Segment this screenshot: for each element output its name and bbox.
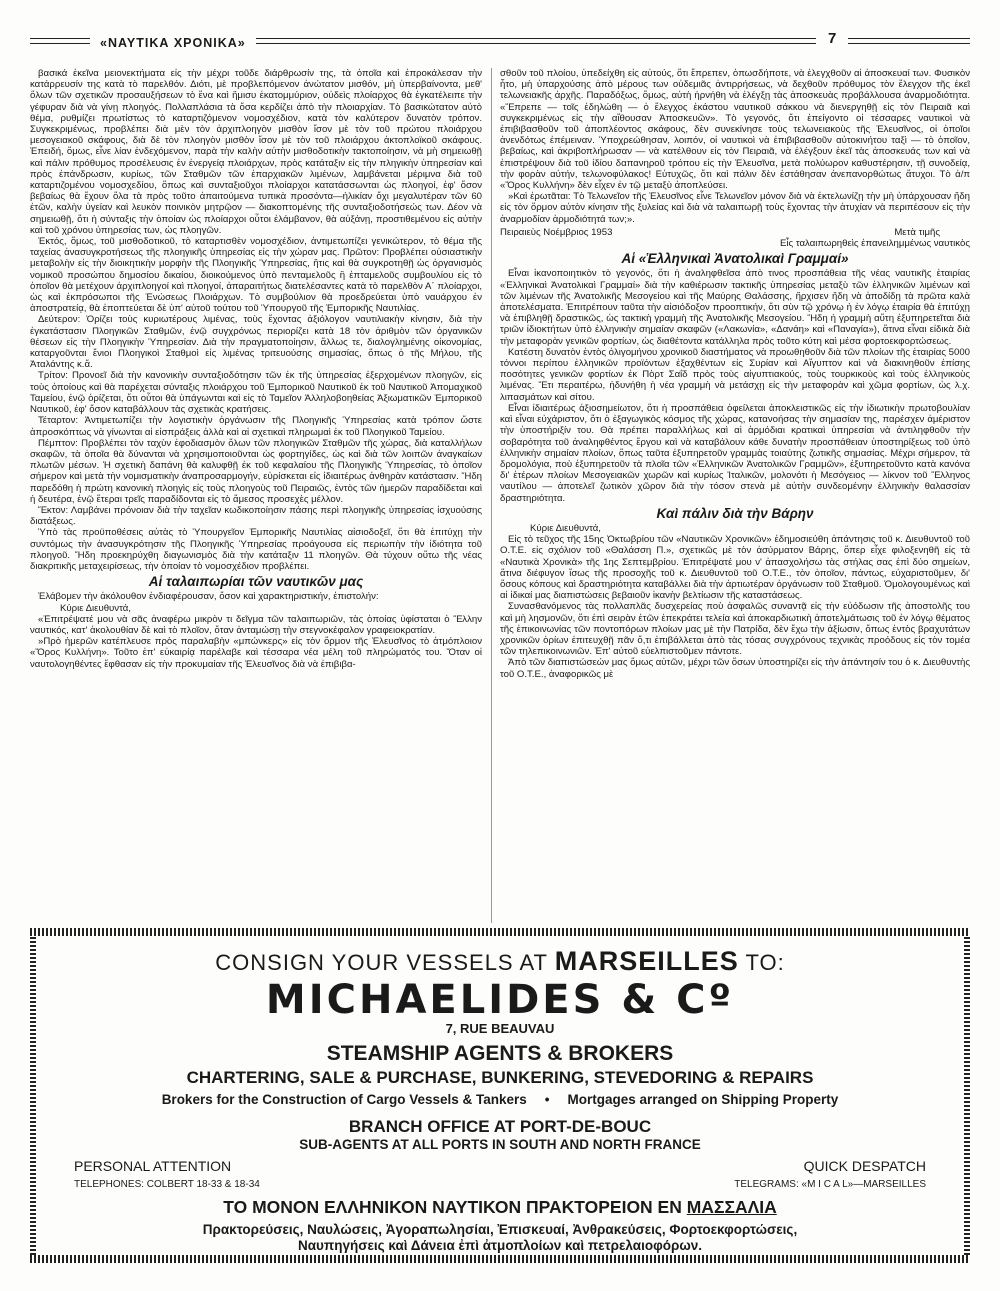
publication-title: «ΝΑΥΤΙΚΑ ΧΡΟΝΙΚΑ» [100, 36, 246, 50]
ad-greek-text: ΤΟ ΜΟΝΟΝ ΕΛΛΗΝΙΚΟΝ ΝΑΥΤΙΚΟΝ ΠΡΑΚΤΟΡΕΙΟΝ ΕΝ [223, 1197, 687, 1217]
ad-despatch: QUICK DESPATCH [803, 1158, 926, 1174]
ad-address: 7, RUE BEAUVAU [445, 1021, 555, 1036]
salutation: Κύριε Διευθυντά, [60, 602, 131, 614]
ad-greek-services-2: Ναυπηγήσεις καὶ Δάνεια ἐπὶ ἀτμοπλοίων καὶ πετρελαιοφόρων. [297, 1238, 702, 1253]
letter-closing [500, 227, 970, 238]
paragraph: Πέμπτον: Προβλέπει τὸν ταχὺν ἐφοδιασμὸν ὅλων τῶν πλοηγικῶν Σταθμῶν τῆς χώρας, διὰ καταλλήλων σκαφῶν, τὰ ὁποῖα θὰ δύνανται νὰ χρησιμοποιοῦνται ὡς φορτηγίδες, ὡς καὶ διὰ τῶν λοιπῶν ἀναγκαίων πλωτῶν μέσων. Ἡ σχετικὴ δαπάνη θὰ καλυφθῇ ἐκ τοῦ κεφαλαίου τῆς Πλοηγικῆς Ὑπηρεσίας, τὸ ὁποῖον σήμερον καὶ μετὰ τὴν νομισματικὴν ἀναπροσαρμογήν, εὑρίσκεται εἰς ἱδιαιτέρως ἀνθηρὰν κατάστασιν. Ἤδη παρεδόθη ἡ πρώτη κανονικὴ πλοηγὶς εἰς τοὺς πλοηγοὺς τοῦ Πειραιῶς, ἐντὸς τῶν ἡμερῶν παραδίδεται καὶ ἡ δευτέρα, ἐνῷ ἕτεραι τρεῖς παραδίδονται εἰς τὸ ἄμεσος προσεχὲς μέλλον. [30, 437, 482, 505]
ad-attention-block [74, 1158, 260, 1190]
page-number: 7 [828, 30, 837, 47]
ad-services-2 [44, 1092, 956, 1107]
paragraph: Ἐλάβομεν τὴν ἀκόλουθον ἐνδιαφέρουσαν, ὅσον καὶ χαρακτηριστικήν, ἐπιστολήν: [38, 591, 379, 603]
ad-greek-city: ΜΑΣΣΑΛΙΑ [686, 1197, 777, 1217]
ad-brokers-text: Brokers for the Construction of Cargo Vessels & Tankers [161, 1092, 527, 1107]
paragraph: σθοῦν τοῦ πλοίου, ὑπεδείχθη εἰς αὐτούς, ὅτι ἔπρεπεν, ὁπωσδήποτε, νὰ ἐλεγχθοῦν αἱ ἀποσκευαί των. Φυσικὸν ἦτο, μὴ ὑπαρχούσης ἀπὸ μέρους των οὐδεμιᾶς ἀντιρρήσεως, νὰ δεχθοῦν πρόθυμος τὸν ἔλεγχον τῆς ἐκεῖ τελωνειακῆς ἀρχῆς. Παραδόξως, ὅμως, αὐτὴ ἠρνήθη νὰ ἐλέγξῃ τὰς ἀποσκευὰς προβάλλουσα ἀναρμοδιότητα. «Ἔπρεπε — τοῖς ἐδηλώθη — ὁ ἔλεγχος ἑκάστου ναυτικοῦ σάκκου νὰ διενεργηθῇ εἰς τὸν Πειραιᾶ καὶ συγκεκριμένως εἰς τὴν αἴθουσαν Ἀποσκευῶν». Τὸ γεγονός, ὅτι ἐπείγοντο οἱ τέσσαρες ναυτικοὶ νὰ ἐπιβιβασθοῦν τοῦ ἀποπλέοντος σκάφους, δὲν συνεκίνησε τοὺς τελωνειακοὺς τῆς Ἐλευσῖνος, οἱ ὁποῖοι ἀνενδότως ἐπέμειναν. Ὑποχρεώθησαν, λοιπόν, οἱ ναυτικοὶ νὰ ἐπιβιβασθοῦν αὐτοκινήτου ταξὶ — τὸ ὁποῖον, βεβαίως, καὶ ἀκριβοπλήρωσαν — νὰ κατέλθουν εἰς τὸν Πειραιᾶ, νὰ ἐλέγξουν ἐκεῖ τὰς ἀποσκευάς των καὶ νὰ ἐπιστρέψουν διὰ τοῦ ἰδίου δαπανηροῦ τρόπου εἰς τὴν Ἐλευσῖνα, μετὰ πολύωρον καθυστέρησιν, τῇ συνοδείᾳ, τὴν φορὰν αὐτήν, τελωνοφύλακος! Εὐτυχῶς, ὅτι καὶ πάλιν δὲν ἐστάθησαν ἀνεπανορθώτως ἄτυχοι. Τὸ ἀ/π «Ὄρος Κυλλήνη» δὲν εἶχεν ἐν τῷ μεταξὺ ἀποπλεύσει. [500, 68, 970, 192]
paragraph: Ἕκτον: Λαμβάνει πρόνοιαν διὰ τὴν ταχεῖαν κωδικοποίησιν πάσης περὶ πλοηγικῆς ὑπηρεσίας ἰσχυούσης διατάξεως. [30, 504, 482, 528]
right-column [500, 68, 970, 923]
header-rule-left-top [30, 38, 90, 39]
left-column [30, 68, 482, 923]
paragraph: »Πρὸ ἡμερῶν κατέπλευσε πρὸς παραλαβὴν «μπώνκερς» εἰς τὸν ὅρμον τῆς Ἐλευσῖνος τὸ ἀτμόπλοιον «Ὄρος Κυλλήνη». Τοῦτο ἐπ' εὐκαιρίᾳ παρέλαβε καὶ τέσσαρα νέα μέλη τοῦ πληρώματός του. Ὅταν οἱ ναυτολογηθέντες ἔφθασαν εἰς τὴν προκυμαίαν τῆς Ἐλευσῖνος διὰ νὰ ἐπιβιβα- [30, 636, 482, 670]
paragraph: Συνασθανόμενος τὰς πολλαπλᾶς δυσχερείας ποὺ ἀσφαλῶς συναντᾷ εἰς τὴν εὐόδωσιν τῆς ἀποστολῆς του καὶ μὴ λησμονῶν, ὅτι ἐπὶ σειρὰν ἐτῶν ἐπεκράτει τελεία καὶ ἀποκαρδιωτικὴ ἀποτελμάτωσις τοῦ ἐν λόγῳ θέματος τῆς ἐπικοινωνίας τῶν ποντοπόρων πλοίων μας μὲ τὴν Πατρίδα, δὲν ἔχω τὴν ἀξίωσιν, ὅπως ἐντὸς βραχυτάτων χρονικῶν ὁρίων ἐπιτευχθῇ πᾶν ὅ,τι ἐπιβάλλεται ἀπὸ τὰς τόσας συγχρόνους τεχνικὰς προόδους εἰς τὸν τομέα τῶν τηλεπικοινωνιῶν. Ἐπ' αὐτοῦ εὐελπιστοῦμεν πάντοτε. [500, 601, 970, 658]
header-rule-mid-top [256, 38, 816, 39]
advertisement-box [30, 928, 970, 1263]
ad-border-top [30, 928, 970, 936]
ad-to-text: TO: [745, 950, 785, 975]
column-divider [491, 68, 492, 923]
header-rule-right-bottom [848, 43, 970, 44]
ad-mortgages-text: Mortgages arranged on Shipping Property [567, 1092, 839, 1107]
ad-greek-line [44, 1197, 956, 1218]
header-rule-left-bottom [30, 43, 90, 44]
ad-branch: BRANCH OFFICE AT PORT-DE-BOUC [348, 1117, 652, 1136]
paragraph: βασικά ἐκεῖνα μειονεκτήματα εἰς τὴν μέχρι τοῦδε διάρθρωσίν της, τὰ ὁποῖα καὶ ἐπροκάλεσαν τὴν κατάρρευσίν της κατὰ τὸ παρελθόν. Διότι, μὲ προβλεπόμενον ἀνώτατον μισθόν, μὴ ὑπερβαίνοντα, μεθ' ὅλων τῶν σχετικῶν προσαυξήσεων τὸ ἕνα καὶ ἥμισυ ἑκατομμύριον, οὐδεὶς πλοίαρχος θὰ ἐγκατέλειπε τὴν γέφυραν διὰ νὰ γίνῃ πλοηγός. Πολλαπλάσια τὰ ὅσα κερδίζει ἀπὸ τὴν πλοιαρχίαν. Τὸ βασικώτατον αὐτὸ θέμα, ρυθμίζει πρωτίστως τὸ καταρτιζόμενον νομοσχέδιον, κατὰ τὸν καλύτερον δυνατὸν τρόπον. Συγκεκριμένως, προβλέπει διὰ μὲν τὸν ἀρχιπλοηγὸν μισθὸν ἴσον μὲ τὸν τοῦ πρώτου πλοιάρχου μεσογειακοῦ σκάφους, διὰ δὲ τὸν πλοηγὸν μισθὸν ἴσον μὲ τὸν τοῦ πλοιάρχου ἀκτοπλοϊκοῦ σκάφους. Ἐπειδή, ὅμως, εἶνε λίαν ἐνδεχόμενον, παρὰ τὴν καλὴν αὐτὴν μισθοδοτικὴν τακτοποίησιν, νὰ μὴ σημειωθῇ καὶ πάλιν πρόθυμος προσέλευσις ἐν ἐνεργείᾳ πλοιάρχων, πρὸς κατάταξιν εἰς τὴν πληγικὴν ὑπηρεσίαν καὶ πρὸς ἐπάνδρωσιν, κυρίως, τῶν Σταθμῶν τῶν ἐπαρχιακῶν λιμένων, λαμβάνεται μέριμνα διὰ τοῦ καταρτιζομένου νομοσχεδίου, ὅπως καὶ συνταξιοῦχοι πλοίαρχοι κατατάσσωνται ὡς πλοηγοί, ἐφ' ὅσον βεβαίως θὰ ἔχουν ὅλα τὰ πρὸς τοῦτο ἀπαιτούμενα τυπικὰ προσόντα—ἡλικίαν ὄχι μεγαλυτέραν τῶν 60 ἐτῶν, καλὴν ὑγείαν καὶ λευκὸν ποινικὸν μητρῷον — διακοπτομένης τῆς συνταξιοδοτήσεώς των. Δέον νὰ σημειωθῇ, ὅτι ἡ σύνταξις τὴν ὁποίαν ὡς πλοίαρχοι οὗτοι ἐλάμβανον, θὰ αὐξάνῃ, προστιθεμένου εἰς αὐτὴν καὶ τοῦ χρόνου ὑπηρεσίας των, ὡς πλοηγῶν. [30, 68, 482, 236]
ad-services: CHARTERING, SALE & PURCHASE, BUNKERING, STEVEDORING & REPAIRS [186, 1068, 814, 1087]
article-heading: Καὶ πάλιν διὰ τὴν Βάρην [656, 505, 814, 521]
article-heading: Αἱ ταλαιπωρίαι τῶν ναυτικῶν μας [148, 574, 364, 590]
paragraph: Εἰς τὸ τεῦχος τῆς 15ης Ὀκτωβρίου τῶν «Ναυτικῶν Χρονικῶν» ἐδημοσιεύθη ἀπάντησις τοῦ κ. Διευθυντοῦ τοῦ Ο.Τ.Ε. εἰς σχόλιον τοῦ «Θαλάσση Π.», σχετικῶς μὲ τὸν ἀσύρματον Βάρης, ὅπερ εἶχε φιλοξενηθῆ εἰς τὰ «Ναυτικὰ Χρονικὰ» τῆς 1ης Σεπτεμβρίου. Ἐπιτρέψατέ μου ν' ἀπασχολήσω τὰς στήλας σας ἐπὶ δύο σημείων, ἅτινα διέφυγον ἴσως τῆς προσοχῆς τοῦ κ. Διευθυντοῦ τοῦ Ο.Τ.Ε., τὸν ὁποῖον, πάντως, εὐχαριστοῦμεν, δι' ὅσους κόπους καὶ δραστηριότητα καταβάλλει διὰ τὴν ἀρτιωτέραν ὀργάνωσιν τοῦ Σταθμοῦ. Ὁμολογουμένως καὶ αἱ ἰδικαί μας διαπιστώσεις βεβαιοῦν ἱκανὴν βελτίωσιν τῆς καταστάσεως. [500, 534, 970, 602]
ad-telegrams: TELEGRAMS: «M I C A L»—MARSEILLES [734, 1179, 926, 1190]
header-rule-right-top [848, 38, 970, 39]
ad-attention: PERSONAL ATTENTION [74, 1158, 232, 1174]
ad-despatch-block [734, 1158, 926, 1190]
header-rule-mid-bottom [256, 43, 816, 44]
ad-company-name: MICHAELIDES & Cº [265, 977, 735, 1023]
paragraph: Τρίτον: Προνοεῖ διὰ τὴν κανονικὴν συνταξιοδότησιν τῶν ἐκ τῆς ὑπηρεσίας ἐξερχομένων πλοηγῶν, εἰς τοὺς ὁποίους καὶ θὰ παρέχεται σύνταξις πλοιάρχου τοῦ Ἐμπορικοῦ Ναυτικοῦ ἐκ τοῦ Ναυτικοῦ Ἀπομαχικοῦ Ταμείου, ἐνῷ ὁρίζεται, ὅτι οὗτοι θὰ ὑπάγωνται καὶ εἰς τὸ Ταμεῖον Ἀλληλοβοηθείας Ἀξιωματικῶν Ἐμπορικοῦ Ναυτικοῦ, ἐφ' ὅσον καταβάλλουν τὰς σχετικὰς κρατήσεις. [30, 370, 482, 416]
regards: Μετὰ τιμῆς [894, 226, 940, 238]
paragraph: Τέταρτον: Ἀντιμετωπίζει τὴν λογιστικὴν ὀργάνωσιν τῆς Πλοηγικῆς Ὑπηρεσίας κατὰ τρόπον ὥστε ἀπροσκόπτως νὰ γίνωνται αἱ εἰσπράξεις ἀλλὰ καὶ αἱ σχετικαὶ πληρωμαὶ ἐκ τοῦ Πλοηγικοῦ Ταμείου. [30, 415, 482, 438]
ad-greek-services [44, 1222, 956, 1254]
paragraph: Ὑπὸ τὰς προϋποθέσεις αὐτὰς τὸ Ὑπουργεῖον Ἐμπορικῆς Ναυτιλίας αἰσιοδοξεῖ, ὅτι θὰ ἐπιτύχῃ τὴν συντόμως τὴν ἀνασυγκρότησιν τῆς Πλοηγικῆς Ὑπηρεσίας προάγουσα εἰς περιωπὴν τὴν ἰδιότητα τοῦ πλοηγοῦ. Ἤδη προεκηρύχθη διαγωνισμὸς διὰ τὴν κατάταξιν 11 πλοηγῶν. Θὰ τύχουν οὕτω τῆς νέας διακριτικῆς μεταχειρίσεως, τὴν ὁποίαν τὸ νομοσχέδιον προβλέπει. [30, 527, 482, 572]
paragraph: Ἐκτός, ὅμως, τοῦ μισθοδοτικοῦ, τὸ καταρτισθὲν νομοσχέδιον, ἀντιμετωπίζει γενικώτερον, τὸ θέμα τῆς ταχείας ἀνασυγκροτήσεως τῆς πλοηγικῆς ὑπηρεσίας εἰς τὴν χώραν μας. Πρῶτον: Προβλέπει οὐσιαστικὴν μεταβολὴν εἰς τὴν διοικητικὴν μορφὴν τῆς Πλοηγικῆς Ὑπηρεσίας, ἥτις καὶ θὰ συγκροτηθῇ ὡς ὀργανισμὸς νομικοῦ προσώπου δημοσίου δικαίου, διοικούμενος ὑπὸ πενταμελοῦς ἢ ἑπταμελοῦς συμβουλίου εἰς τὸ ὁποῖον θὰ μετέχουν ἀρχιπλοηγοί καὶ πλοηγοί, ἀπαραιτήτως διατελέσαντες κατὰ τὸ παρελθὸν Α΄ πλοίαρχοι, ὡς καὶ ἐκπρόσωποι τῆς Ἑνώσεως Πλοιάρχων. Τὸ συμβούλιον θὰ προεδρεύεται ὑπὸ ναυάρχου ἐν ἀποστρατείᾳ, θὰ ἐποπτεύεται δὲ ὑπ' αὐτοῦ τούτου τοῦ Ὑπουργοῦ τῆς Ἐμπορικῆς Ναυτιλίας. [30, 236, 482, 315]
ad-content [44, 940, 956, 1251]
ad-city: MARSEILLES [554, 946, 739, 976]
ad-consign-line [44, 946, 956, 977]
ad-border-right [964, 936, 970, 1255]
place-date: Πειραιεὺς Νοέμβριος 1953 [500, 226, 613, 238]
paragraph: Εἶναι ἱκανοποιητικὸν τὸ γεγονός, ὅτι ἡ ἀναληφθεῖσα ἀπὸ τινος προσπάθεια τῆς νέας ναυτικῆς ἑταιρίας «Ἑλληνικαὶ Ἀνατολικαὶ Γραμμαί» διὰ τὴν καθιέρωσιν τακτικῆς ὑπηρεσίας μεταξὺ τῶν ἑλληνικῶν λιμένων καὶ τῶν λιμένων τῆς Ἀνατολικῆς Μεσογείου καὶ τῆς Μαύρης Θαλάσσης, ἤρχισεν ἤδη νὰ ἀποδίδῃ τὰ πρῶτα καλὰ ἀποτελέσματα. Ἐπιτρέπουν ταῦτα τὴν αἰσιόδοξον προοπτικήν, ὅτι σὺν τῷ χρόνῳ ἡ ἐν λόγῳ ἑταιρία θὰ ἐπιτύχῃ νὰ ἐπιβληθῇ δραστικῶς, ὡς τακτικὴ γραμμὴ τῆς Ἀνατολικῆς Μεσογείου. Ἤδη ἡ γραμμὴ αὕτη ἐξυπηρετεῖται διὰ τριῶν ἰδιοκτήτων ὑπὸ ἑλληνικὴν σημαίαν σκαφῶν («Λακωνία», «Δανάη» καὶ «Παναγία»), ἅτινα εἶναι εἰδικὰ διὰ τὴν μεταφορὰν γενικῶν φορτίων, ὡς διαθέτοντα κατάλληλα πρὸς τοῦτο κύτη καὶ μέσα φορτοεκφορτώσεως. [500, 268, 970, 347]
paragraph: «Ἐπιτρέψατέ μου νὰ σᾶς ἀναφέρω μικρὸν τι δεῖγμα τῶν ταλαιπωριῶν, τὰς ὁποίας ὑφίσταται ὁ Ἕλλην ναυτικός, κατ' ἀκολουθίαν δὲ καὶ τὸ πλοῖον, ὅταν ἀνταμώσῃ τὴν στεγνοκέφαλον γραφειοκρατίαν. [30, 613, 482, 636]
paragraph: Εἶναι ἰδιαιτέρως ἀξιοσημείωτον, ὅτι ἡ προσπάθεια ὀφείλεται ἀποκλειστικῶς εἰς τὴν ἰδιωτικὴν πρωτοβουλίαν καὶ εἶναι εὐχάριστον, ὅτι ὁ ἐξαγωγικὸς κόσμος τῆς χώρας, κατανοήσας τὴν σημασίαν της, παρέσχεν ἀμέριστον τὴν ὑποστήριξίν του. Θὰ πρέπει παραλλήλως καὶ αἱ ἁρμόδιαι κρατικαὶ ὑπηρεσίαι νὰ ἀντιληφθοῦν τὴν σοβαρότητα τοῦ ἀναληφθέντος ἔργου καὶ νὰ καταβάλουν κάθε δυνατὴν προσπάθειαν ὑποστηρίξεως τοῦ ὑπὸ ἑλληνικὴν σημαίαν πλοίων, ὅπως ταῦτα ἐξυπηρετοῦν γραμμὰς τοιαύτης ζωτικῆς σημασίας. Μέχρι σήμερον, τὰ δρομολόγια, ποὺ ἐξυπηρετοῦν τὰ πλοῖα τῶν «Ἑλληνικῶν Ἀνατολικῶν Γραμμῶν», ἐξυπηρετοῦντο κατὰ κανόνα δι' ἑτέρων πλοίων Μεσογειακῶν χωρῶν καὶ κυρίως Ἰταλικῶν, μολονότι ἡ Μεσόγειος — λίκνον τοῦ Ἕλληνος ναυτίλου — ἀποτελεῖ ζωτικὸν χῶρον διὰ τὴν τόσον στενὰ μὲ αὐτὴν συνδεομένην ἑλληνικὴν θαλασσίαν δραστηριότητα. [500, 402, 970, 504]
paragraph: Κατέστη δυνατὸν ἐντὸς ὀλιγομήνου χρονικοῦ διαστήματος νὰ προωθηθοῦν διὰ τῶν πλοίων τῆς ἑταιρίας 5000 τόννοι περίπου ἑλληνικῶν προϊόντων ἐξαχθέντων εἰς Συρίαν καὶ Αἴγυπτον καὶ νὰ διακινηθοῦν ἐπίσης ποσότητες γενικῶν φορτίων ἐκ Πὸρτ Σαΐδ πρὸς τοὺς αἰγυπτιακούς, τοὺς τουρκικοὺς καὶ τοὺς ἑλληνικοὺς λιμένας. Ἔτι περαιτέρω, ἠδυνήθη ἡ νέα γραμμὴ νὰ μετάσχῃ εἰς τὴν μεταφορὰν καὶ χῶμα φορτίων, ὡς λ.χ. λιπασμάτων καὶ σίτου. [500, 346, 970, 403]
ad-border-bottom [30, 1255, 970, 1263]
paragraph: Ἀπὸ τῶν διαπιστώσεών μας ὅμως αὐτῶν, μέχρι τῶν ὅσων ὑποστηρίζει εἰς τὴν ἀπάντησίν του ὁ κ. Διευθυντὴς τοῦ Ο.Τ.Ε., ἀναφορικῶς μὲ [500, 657, 970, 680]
ad-role: STEAMSHIP AGENTS & BROKERS [326, 1042, 674, 1065]
ad-telephones: TELEPHONES: COLBERT 18-33 & 18-34 [74, 1179, 260, 1190]
ad-consign-text: CONSIGN YOUR VESSELS AT [215, 950, 548, 975]
salutation: Κύριε Διευθυντά, [530, 522, 601, 534]
ad-bullet: • [544, 1092, 550, 1107]
signature: Εἷς ταλαιπωρηθεὶς ἐπανειλημμένως ναυτικὸς [780, 238, 970, 250]
ad-greek-services-1: Πρακτορεύσεις, Ναυλώσεις, Ἀγοραπωλησίαι, Ἐπισκευαί, Ἀνθρακεύσεις, Φορτοεκφορτώσεις, [202, 1222, 798, 1237]
article-heading: Αἱ «Ἑλληνικαὶ Ἀνατολικαὶ Γραμμαί» [621, 251, 849, 267]
ad-subagents: SUB-AGENTS AT ALL PORTS IN SOUTH AND NORTH FRANCE [299, 1137, 701, 1152]
ad-border-left [30, 936, 36, 1255]
paragraph: »Καὶ ἐρωτᾶται: Τὸ Τελωνεῖον τῆς Ἐλευσῖνος εἶνε Τελωνεῖον μόνον διὰ νὰ ἐκτελωνίζῃ τὴν μὴ ὑπάρχουσαν ἤδη εἰς τὸν ὅρμον αὐτὸν κίνησιν τῆς ξυλείας καὶ διὰ νὰ ταλαιπωρῇ τοὺς ἔχοντας τὴν ἀτυχίαν νὰ περιπέσουν εἰς τὴν ἀναρμοδίαν ἁρμοδιότητά των;». [500, 191, 970, 225]
paragraph: Δεύτερον: Ὁρίζει τοὺς κυριωτέρους λιμένας, τοὺς ἔχοντας ἀξιόλογον ναυτιλιακὴν κίνησιν, διὰ τὴν ἐγκατάστασιν Πλοηγικῶν Σταθμῶν, ἐνῷ συγχρόνως περιορίζει κατὰ 18 τὸν ἀριθμὸν τῶν ὀργανικῶν θέσεων εἰς τὴν Πλοηγικὴν Ὑπηρεσίαν. Διὰ τὴν πραγματοποίησιν, ἄλλως τε, διαλογλημένης οἰκονομίας, καταργοῦνται ἔνιοι Πλοηγικοὶ Σταθμοὶ εἰς λιμένας τριτευούσης σημασίας, ὅπως ὁ τῆς Μήλου, τῆς Ἀταλάντης κ.ἄ. [30, 314, 482, 371]
